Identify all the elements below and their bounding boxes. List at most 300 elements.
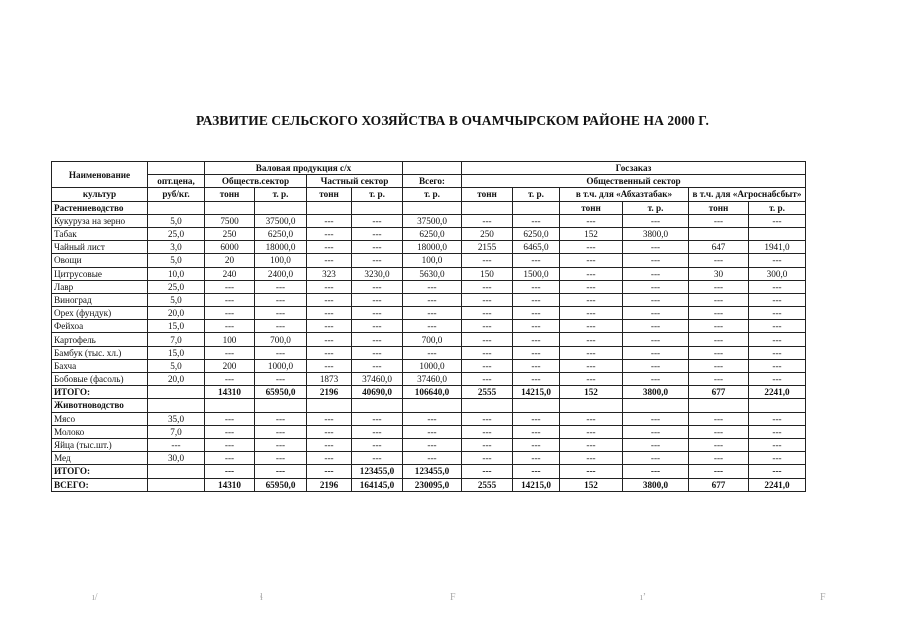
table-cell: --- (623, 241, 689, 254)
table-row (52, 373, 806, 386)
table-cell: --- (462, 307, 513, 320)
table-cell: --- (352, 425, 403, 438)
row-label: Мед (52, 452, 148, 465)
table-cell: --- (205, 280, 255, 293)
table-cell: --- (255, 452, 307, 465)
row-label: Молоко (52, 425, 148, 438)
table-cell: 164145,0 (352, 478, 403, 491)
header-abkhaz: в т.ч. для «Абхазтабак» (560, 188, 689, 201)
table-cell: --- (403, 346, 462, 359)
table-cell: --- (462, 359, 513, 372)
table-cell: 10,0 (148, 267, 205, 280)
table-cell: 152 (560, 386, 623, 399)
blank-cell (560, 399, 623, 412)
table-cell: 100 (205, 333, 255, 346)
header-private-sector: Частный сектор (307, 175, 403, 188)
table-cell: --- (623, 307, 689, 320)
table-cell: 6250,0 (255, 227, 307, 240)
table-cell: --- (513, 254, 560, 267)
table-cell: --- (749, 280, 806, 293)
table-cell: --- (205, 425, 255, 438)
table-cell: --- (689, 452, 749, 465)
table-cell: 240 (205, 267, 255, 280)
table-cell: 3800,0 (623, 386, 689, 399)
table-cell: --- (623, 359, 689, 372)
table-cell: --- (403, 412, 462, 425)
table-cell: --- (560, 241, 623, 254)
header-name: Наименование (52, 162, 148, 188)
table-cell: --- (307, 412, 352, 425)
page-mark: ı/ (92, 592, 98, 603)
table-cell: 3800,0 (623, 227, 689, 240)
table-cell (749, 227, 806, 240)
table-cell: --- (560, 452, 623, 465)
table-cell: 7,0 (148, 425, 205, 438)
blank-cell (689, 399, 749, 412)
table-cell: --- (689, 320, 749, 333)
header-abkhaz-tr: т. р. (623, 201, 689, 214)
table-cell: --- (513, 438, 560, 451)
table-cell: --- (689, 254, 749, 267)
table-cell: 123455,0 (352, 465, 403, 478)
table-cell: --- (623, 373, 689, 386)
table-cell: 106640,0 (403, 386, 462, 399)
header-agro-tr: т. р. (749, 201, 806, 214)
table-cell: 14215,0 (513, 478, 560, 491)
table-row (52, 254, 806, 267)
table-cell: --- (513, 465, 560, 478)
header-gz-tr: т. р. (513, 188, 560, 201)
table-row (52, 227, 806, 240)
table-cell: 7,0 (148, 333, 205, 346)
table-cell: --- (255, 438, 307, 451)
header-obsh-sector: Общественный сектор (462, 175, 806, 188)
agriculture-table (51, 161, 806, 492)
table-cell: 5,0 (148, 293, 205, 306)
table-cell: --- (560, 214, 623, 227)
table-cell: 35,0 (148, 412, 205, 425)
table-cell: 5630,0 (403, 267, 462, 280)
table-cell: 5,0 (148, 254, 205, 267)
table-cell: --- (513, 359, 560, 372)
table-cell: --- (462, 254, 513, 267)
table-cell: 15,0 (148, 320, 205, 333)
header-total-tr: т. р. (403, 188, 462, 201)
table-cell: --- (205, 438, 255, 451)
header-price-empty (148, 162, 205, 175)
table-cell: 18000,0 (255, 241, 307, 254)
table-cell: 2400,0 (255, 267, 307, 280)
row-label: Табак (52, 227, 148, 240)
table-cell: --- (403, 320, 462, 333)
table-cell: 15,0 (148, 346, 205, 359)
table-cell: --- (623, 346, 689, 359)
header-price: опт.цена, (148, 175, 205, 188)
table-cell: 37500,0 (403, 214, 462, 227)
table-cell: 150 (462, 267, 513, 280)
table-cell: 1000,0 (403, 359, 462, 372)
table-cell: 7500 (205, 214, 255, 227)
table-cell: --- (205, 412, 255, 425)
table-cell: --- (403, 425, 462, 438)
table-cell: --- (689, 307, 749, 320)
table-cell: --- (255, 465, 307, 478)
table-cell: --- (462, 293, 513, 306)
table-row (52, 280, 806, 293)
table-cell: --- (689, 438, 749, 451)
table-cell: --- (205, 320, 255, 333)
table-cell: 30 (689, 267, 749, 280)
table-cell: --- (560, 373, 623, 386)
blank-cell (255, 399, 307, 412)
table-cell: --- (749, 254, 806, 267)
table-cell: --- (513, 280, 560, 293)
table-cell: --- (560, 280, 623, 293)
table-cell: 1000,0 (255, 359, 307, 372)
table-cell: --- (255, 425, 307, 438)
table-cell: --- (307, 346, 352, 359)
row-label: ВСЕГО: (52, 478, 148, 491)
table-row (52, 412, 806, 425)
table-cell (148, 465, 205, 478)
table-cell: 250 (205, 227, 255, 240)
table-cell: 25,0 (148, 280, 205, 293)
table-cell: --- (513, 320, 560, 333)
header-name-2: культур (52, 188, 148, 201)
table-cell: 2196 (307, 478, 352, 491)
table-cell: 37460,0 (403, 373, 462, 386)
table-cell: --- (462, 425, 513, 438)
table-cell: --- (749, 412, 806, 425)
page-title: РАЗВИТИЕ СЕЛЬСКОГО ХОЗЯЙСТВА В ОЧАМЧЫРСКОМ РАЙОНЕ НА 2000 Г. (196, 113, 709, 128)
table-cell: --- (623, 425, 689, 438)
table-cell: 152 (560, 478, 623, 491)
table-cell: 2196 (307, 386, 352, 399)
table-cell: --- (352, 214, 403, 227)
table-cell: 100,0 (255, 254, 307, 267)
table-cell: --- (623, 214, 689, 227)
header-priv-tonn: тонн (307, 188, 352, 201)
table-cell: 323 (307, 267, 352, 280)
table-cell: --- (689, 425, 749, 438)
table-cell: --- (205, 465, 255, 478)
row-label: Яйца (тыс.шт.) (52, 438, 148, 451)
blank-cell (513, 399, 560, 412)
table-cell: --- (307, 438, 352, 451)
row-label: ИТОГО: (52, 386, 148, 399)
table-cell: 230095,0 (403, 478, 462, 491)
row-label: Бахча (52, 359, 148, 372)
table-cell: --- (560, 267, 623, 280)
table-cell: 152 (560, 227, 623, 240)
row-label: Фейхоа (52, 320, 148, 333)
table-cell: --- (352, 293, 403, 306)
table-cell: --- (689, 214, 749, 227)
table-cell: 647 (689, 241, 749, 254)
blank-cell (205, 201, 255, 214)
table-cell: 65950,0 (255, 478, 307, 491)
header-pub-tr: т. р. (255, 188, 307, 201)
table-cell: 3230,0 (352, 267, 403, 280)
table-cell: --- (307, 320, 352, 333)
table-cell: --- (403, 293, 462, 306)
table-cell: --- (623, 267, 689, 280)
table-cell (689, 227, 749, 240)
table-cell: --- (623, 333, 689, 346)
table-row (52, 478, 806, 491)
table-cell: --- (205, 293, 255, 306)
table-cell: --- (513, 425, 560, 438)
blank-cell (148, 399, 205, 412)
table-cell: --- (307, 359, 352, 372)
table-cell: 677 (689, 478, 749, 491)
table-cell: --- (462, 280, 513, 293)
table-cell: --- (352, 333, 403, 346)
row-label: Картофель (52, 333, 148, 346)
table-cell: --- (513, 452, 560, 465)
blank-cell (403, 201, 462, 214)
table-cell: --- (352, 307, 403, 320)
table-cell: --- (560, 307, 623, 320)
table-cell: 6465,0 (513, 241, 560, 254)
table-cell: --- (462, 465, 513, 478)
table-cell: 65950,0 (255, 386, 307, 399)
table-cell: --- (462, 438, 513, 451)
table-cell: --- (255, 373, 307, 386)
header-total: Всего: (403, 175, 462, 188)
table-cell: --- (560, 412, 623, 425)
section-plant: Растениеводство (52, 201, 148, 214)
row-label: Бамбук (тыс. хл.) (52, 346, 148, 359)
table-cell: --- (307, 425, 352, 438)
header-total-empty (403, 162, 462, 175)
table-cell: --- (560, 320, 623, 333)
table-cell: --- (560, 346, 623, 359)
table-cell: --- (255, 320, 307, 333)
header-gz-tonn: тонн (462, 188, 513, 201)
table-cell: --- (623, 438, 689, 451)
table-cell: --- (462, 346, 513, 359)
table-cell: 1500,0 (513, 267, 560, 280)
table-cell: --- (749, 346, 806, 359)
table-cell: --- (749, 293, 806, 306)
table-cell: 123455,0 (403, 465, 462, 478)
table-cell: --- (307, 214, 352, 227)
blank-cell (255, 201, 307, 214)
table-cell: --- (462, 452, 513, 465)
table-cell: --- (623, 280, 689, 293)
table-cell: --- (462, 320, 513, 333)
table-cell: --- (749, 438, 806, 451)
table-cell: --- (307, 241, 352, 254)
table-cell: --- (352, 359, 403, 372)
table-cell: 14310 (205, 478, 255, 491)
table-cell: --- (749, 425, 806, 438)
table-cell: --- (513, 346, 560, 359)
table-cell: --- (255, 412, 307, 425)
blank-cell (352, 399, 403, 412)
table-cell: --- (352, 241, 403, 254)
table-row (52, 452, 806, 465)
table-row (52, 346, 806, 359)
table-cell: --- (749, 320, 806, 333)
header-goszakaz: Госзаказ (462, 162, 806, 175)
row-label: Орех (фундук) (52, 307, 148, 320)
table-cell: --- (255, 346, 307, 359)
table-cell: 37500,0 (255, 214, 307, 227)
table-cell: --- (689, 465, 749, 478)
table-row (52, 333, 806, 346)
table-cell: --- (352, 320, 403, 333)
table-cell: 250 (462, 227, 513, 240)
table-cell: --- (307, 307, 352, 320)
blank-cell (352, 201, 403, 214)
header-gross: Валовая продукция с/х (205, 162, 403, 175)
table-cell: --- (307, 227, 352, 240)
table-cell: 20,0 (148, 307, 205, 320)
row-label: Кукуруза на зерно (52, 214, 148, 227)
page-mark: ıʼ (640, 592, 647, 603)
table-cell: --- (307, 333, 352, 346)
blank-cell (148, 201, 205, 214)
table-cell: --- (352, 412, 403, 425)
table-cell: --- (513, 293, 560, 306)
table-cell: --- (403, 452, 462, 465)
table-cell: --- (462, 333, 513, 346)
table-cell: 677 (689, 386, 749, 399)
table-cell: --- (462, 373, 513, 386)
table-cell: --- (403, 438, 462, 451)
table-cell: 40690,0 (352, 386, 403, 399)
blank-cell (513, 201, 560, 214)
table-cell: --- (749, 214, 806, 227)
table-cell: --- (462, 412, 513, 425)
table-cell: 100,0 (403, 254, 462, 267)
page-mark: F (820, 592, 826, 603)
table-row (52, 320, 806, 333)
table-cell: --- (749, 373, 806, 386)
table-cell: --- (307, 254, 352, 267)
table-cell: --- (623, 465, 689, 478)
page-mark: F (450, 592, 456, 603)
table-cell: 2155 (462, 241, 513, 254)
table-cell (148, 386, 205, 399)
page-mark: ɬ (260, 592, 263, 603)
table-cell: 2241,0 (749, 478, 806, 491)
table-cell (148, 478, 205, 491)
header-agro-tonn: тонн (689, 201, 749, 214)
blank-cell (307, 201, 352, 214)
table-row (52, 359, 806, 372)
table-cell: --- (749, 333, 806, 346)
table-cell: --- (352, 227, 403, 240)
table-cell: --- (307, 280, 352, 293)
table-cell: --- (352, 452, 403, 465)
table-cell: --- (623, 254, 689, 267)
table-cell: 5,0 (148, 359, 205, 372)
header-abkhaz-tonn: тонн (560, 201, 623, 214)
table-cell: 30,0 (148, 452, 205, 465)
table-cell: 14215,0 (513, 386, 560, 399)
table-row (52, 425, 806, 438)
table-cell: --- (462, 214, 513, 227)
row-label: Овощи (52, 254, 148, 267)
table-cell: --- (560, 333, 623, 346)
row-label: ИТОГО: (52, 465, 148, 478)
table-row (52, 438, 806, 451)
row-label: Мясо (52, 412, 148, 425)
table-cell: --- (513, 412, 560, 425)
table-cell: --- (403, 280, 462, 293)
table-row (52, 293, 806, 306)
blank-cell (403, 399, 462, 412)
table-cell: 37460,0 (352, 373, 403, 386)
table-cell: 1873 (307, 373, 352, 386)
table-cell: --- (205, 452, 255, 465)
table-cell: 18000,0 (403, 241, 462, 254)
table-cell: --- (623, 412, 689, 425)
table-cell: --- (307, 293, 352, 306)
header-agro: в т.ч. для «Агроснабсбыт» (689, 188, 806, 201)
table-cell: --- (307, 465, 352, 478)
table-cell: --- (623, 320, 689, 333)
row-label: Чайный лист (52, 241, 148, 254)
table-cell: 5,0 (148, 214, 205, 227)
table-cell: --- (560, 293, 623, 306)
table-cell: 3,0 (148, 241, 205, 254)
table-cell: 700,0 (403, 333, 462, 346)
table-cell: --- (255, 293, 307, 306)
table-cell: 700,0 (255, 333, 307, 346)
table-row (52, 465, 806, 478)
table-cell: --- (513, 373, 560, 386)
row-label: Виноград (52, 293, 148, 306)
section-row (52, 399, 806, 412)
blank-cell (462, 201, 513, 214)
table-cell: --- (689, 293, 749, 306)
table-cell: --- (255, 280, 307, 293)
table-cell: --- (513, 214, 560, 227)
table-cell: 200 (205, 359, 255, 372)
table-cell: 2555 (462, 386, 513, 399)
table-cell: 14310 (205, 386, 255, 399)
table-cell: 20 (205, 254, 255, 267)
table-cell: --- (255, 307, 307, 320)
table-cell: --- (352, 346, 403, 359)
table-cell: --- (749, 465, 806, 478)
table-cell: --- (148, 438, 205, 451)
table-cell: --- (689, 373, 749, 386)
table-cell: --- (205, 373, 255, 386)
table-cell: 6250,0 (403, 227, 462, 240)
table-cell: --- (403, 307, 462, 320)
table-row (52, 267, 806, 280)
table-cell: --- (560, 425, 623, 438)
table-row (52, 307, 806, 320)
header-price-2: руб/кг. (148, 188, 205, 201)
table-cell: --- (689, 359, 749, 372)
table-cell: --- (352, 280, 403, 293)
table-cell: 1941,0 (749, 241, 806, 254)
section-animal: Животноводство (52, 399, 148, 412)
header-pub-tonn: тонн (205, 188, 255, 201)
table-cell: 25,0 (148, 227, 205, 240)
table-cell: --- (205, 346, 255, 359)
table-cell: 6000 (205, 241, 255, 254)
table-cell: --- (623, 293, 689, 306)
table-cell: 20,0 (148, 373, 205, 386)
table-row (52, 214, 806, 227)
